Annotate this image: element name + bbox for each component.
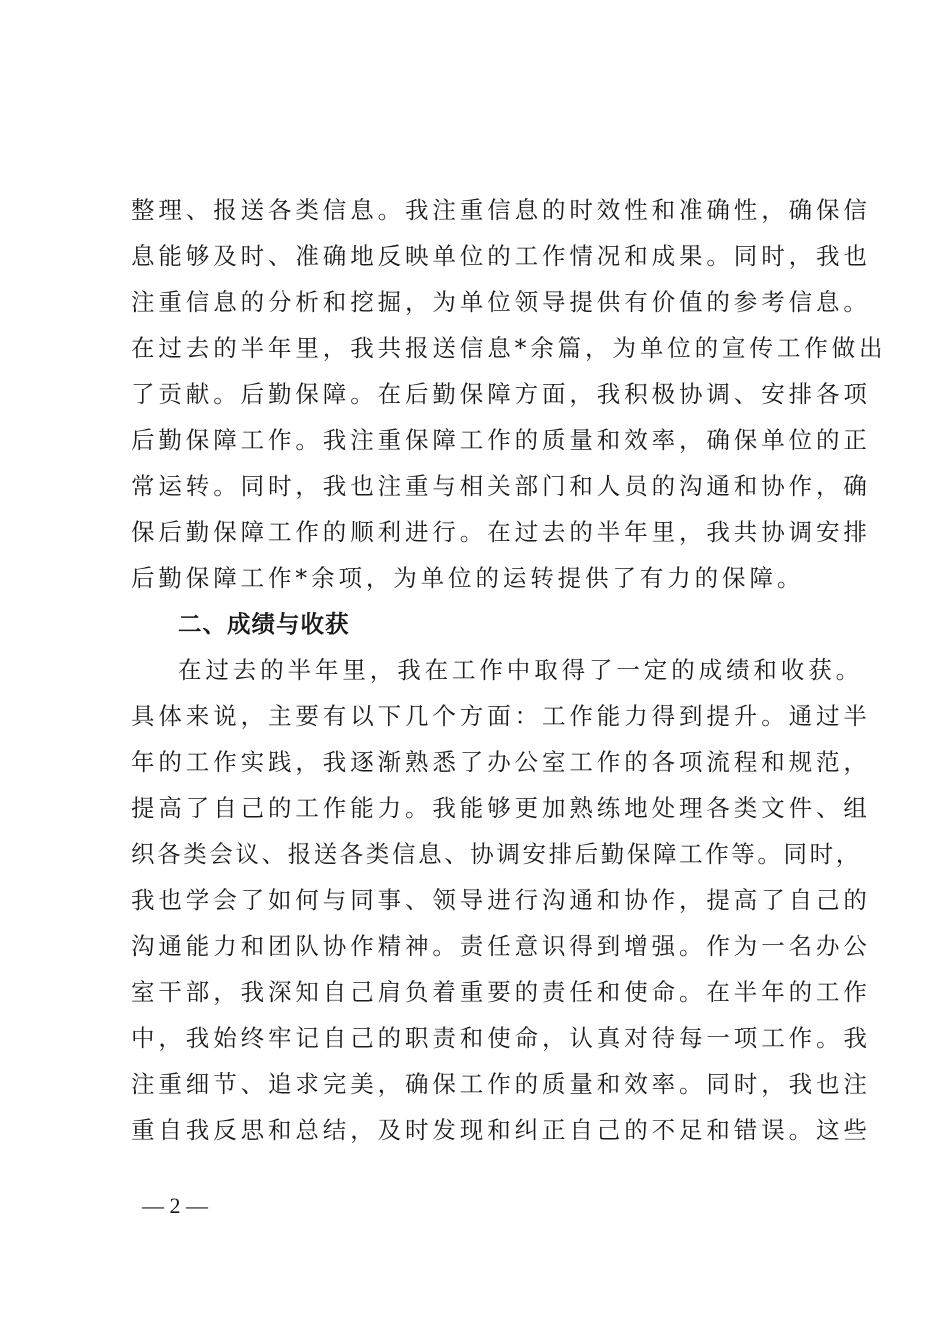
paragraph-2-line-2: 具体来说，主要有以下几个方面：工作能力得到提升。通过半 bbox=[131, 702, 871, 730]
paragraph-2-line-4: 提高了自己的工作能力。我能够更加熟练地处理各类文件、组 bbox=[131, 794, 871, 822]
paragraph-2-line-6: 我也学会了如何与同事、领导进行沟通和协作，提高了自己的 bbox=[131, 886, 871, 914]
page-number: — 2 — bbox=[142, 1193, 208, 1218]
paragraph-2-line-11: 重自我反思和总结，及时发现和纠正自己的不足和错误。这些 bbox=[131, 1116, 871, 1144]
paragraph-2-line-10: 注重细节、追求完美，确保工作的质量和效率。同时，我也注 bbox=[131, 1070, 871, 1098]
paragraph-2-line-9: 中，我始终牢记自己的职责和使命，认真对待每一项工作。我 bbox=[131, 1024, 871, 1052]
paragraph-1-line-4: 在过去的半年里，我共报送信息*余篇，为单位的宣传工作做出 bbox=[131, 334, 887, 362]
paragraph-1-line-8: 保后勤保障工作的顺利进行。在过去的半年里，我共协调安排 bbox=[131, 518, 871, 546]
paragraph-1-line-9: 后勤保障工作*余项，为单位的运转提供了有力的保障。 bbox=[131, 564, 805, 592]
paragraph-1-line-7: 常运转。同时，我也注重与相关部门和人员的沟通和协作，确 bbox=[131, 472, 871, 500]
paragraph-2-line-7: 沟通能力和团队协作精神。责任意识得到增强。作为一名办公 bbox=[131, 932, 871, 960]
paragraph-2-line-8: 室干部，我深知自己肩负着重要的责任和使命。在半年的工作 bbox=[131, 978, 871, 1006]
paragraph-1-line-1: 整理、报送各类信息。我注重信息的时效性和准确性，确保信 bbox=[131, 196, 871, 224]
paragraph-1-line-5: 了贡献。后勤保障。在后勤保障方面，我积极协调、安排各项 bbox=[131, 380, 871, 408]
paragraph-1-line-3: 注重信息的分析和挖掘，为单位领导提供有价值的参考信息。 bbox=[131, 288, 871, 316]
paragraph-2-line-3: 年的工作实践，我逐渐熟悉了办公室工作的各项流程和规范， bbox=[131, 748, 871, 776]
paragraph-2-line-1: 在过去的半年里，我在工作中取得了一定的成绩和收获。 bbox=[178, 656, 863, 684]
paragraph-1-line-2: 息能够及时、准确地反映单位的工作情况和成果。同时，我也 bbox=[131, 242, 871, 270]
paragraph-2-line-5: 织各类会议、报送各类信息、协调安排后勤保障工作等。同时， bbox=[131, 840, 862, 868]
paragraph-1-line-6: 后勤保障工作。我注重保障工作的质量和效率，确保单位的正 bbox=[131, 426, 871, 454]
section-heading: 二、成绩与收获 bbox=[178, 610, 350, 638]
